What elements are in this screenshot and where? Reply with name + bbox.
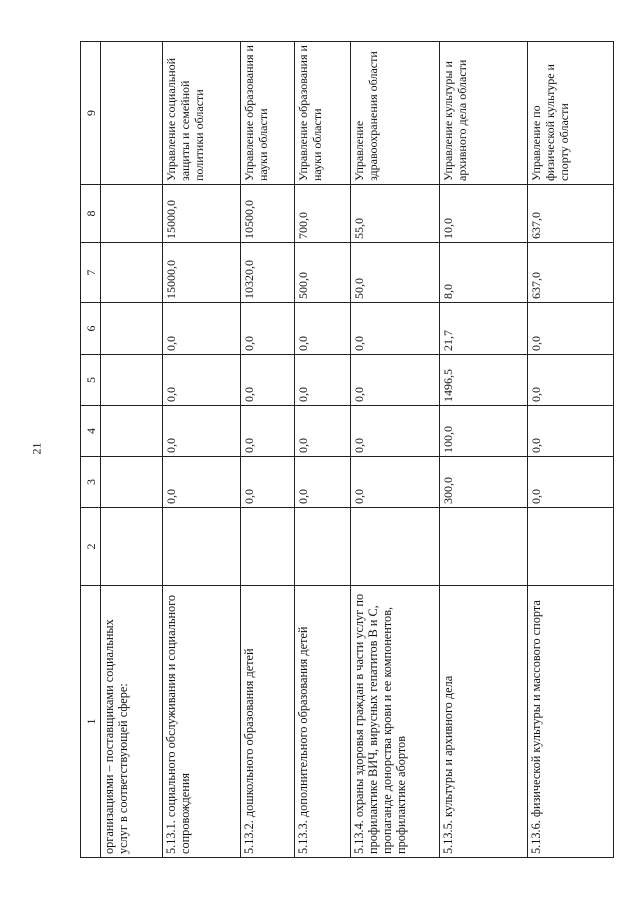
cell-col7: 10320,0 xyxy=(241,243,295,303)
cell-col3 xyxy=(101,457,163,508)
cell-responsible: Управление здравоохранения области xyxy=(351,42,440,185)
cell-col5: 0,0 xyxy=(295,355,351,406)
table-row xyxy=(528,42,614,858)
cell-col2 xyxy=(295,508,351,586)
cell-col2 xyxy=(351,508,440,586)
cell-col8 xyxy=(101,185,163,243)
table-container xyxy=(80,42,612,858)
cell-col7: 8,0 xyxy=(440,243,528,303)
table-row xyxy=(295,42,351,858)
cell-responsible xyxy=(101,42,163,185)
cell-col3: 0,0 xyxy=(241,457,295,508)
header-cell: 1 xyxy=(81,586,101,858)
row-name: 5.13.4. охраны здоровья граждан в части услуг по профилактике ВИЧ, вирусных гепатитов В и С, пропаганде донорства крови и ее компонентов, профилактике абортов xyxy=(351,586,440,858)
cell-responsible: Управление образования и науки области xyxy=(241,42,295,185)
cell-col6: 0,0 xyxy=(528,303,614,355)
cell-col7: 15000,0 xyxy=(163,243,241,303)
table-row xyxy=(241,42,295,858)
cell-col6: 0,0 xyxy=(295,303,351,355)
header-cell: 8 xyxy=(81,185,101,243)
cell-col2 xyxy=(101,508,163,586)
cell-col2 xyxy=(163,508,241,586)
cell-responsible: Управление образования и науки области xyxy=(295,42,351,185)
header-cell: 6 xyxy=(81,303,101,355)
row-name: 5.13.1. социального обслуживания и социального сопровождения xyxy=(163,586,241,858)
header-cell: 9 xyxy=(81,42,101,185)
table-row xyxy=(101,42,163,858)
cell-col5: 1496,5 xyxy=(440,355,528,406)
cell-col5: 0,0 xyxy=(241,355,295,406)
cell-col8: 15000,0 xyxy=(163,185,241,243)
cell-col8: 637,0 xyxy=(528,185,614,243)
cell-col7: 637,0 xyxy=(528,243,614,303)
cell-col3: 0,0 xyxy=(163,457,241,508)
cell-col4: 100,0 xyxy=(440,406,528,457)
row-name: 5.13.6. физической культуры и массового спорта xyxy=(528,586,614,858)
cell-col6: 21,7 xyxy=(440,303,528,355)
cell-responsible: Управление культуры и архивного дела области xyxy=(440,42,528,185)
table-row xyxy=(351,42,440,858)
table-row xyxy=(440,42,528,858)
cell-col8: 10,0 xyxy=(440,185,528,243)
cell-col8: 10500,0 xyxy=(241,185,295,243)
cell-col5 xyxy=(101,355,163,406)
cell-col7: 500,0 xyxy=(295,243,351,303)
header-cell: 3 xyxy=(81,457,101,508)
page-number: 21 xyxy=(29,442,44,455)
row-name: 5.13.3. дополнительного образования детей xyxy=(295,586,351,858)
cell-col6: 0,0 xyxy=(241,303,295,355)
cell-col4 xyxy=(101,406,163,457)
cell-col3: 0,0 xyxy=(295,457,351,508)
cell-col7: 50,0 xyxy=(351,243,440,303)
cell-col6: 0,0 xyxy=(163,303,241,355)
cell-col7 xyxy=(101,243,163,303)
cell-col5: 0,0 xyxy=(528,355,614,406)
cell-col6: 0,0 xyxy=(351,303,440,355)
cell-col3: 0,0 xyxy=(351,457,440,508)
row-name: организациями – поставщиками социальных услуг в соответствующей сфере: xyxy=(101,586,163,858)
cell-col4: 0,0 xyxy=(241,406,295,457)
cell-col2 xyxy=(241,508,295,586)
cell-col4: 0,0 xyxy=(163,406,241,457)
header-cell: 4 xyxy=(81,406,101,457)
cell-col4: 0,0 xyxy=(528,406,614,457)
cell-col2 xyxy=(528,508,614,586)
table-row xyxy=(163,42,241,858)
cell-col4: 0,0 xyxy=(351,406,440,457)
cell-responsible: Управление по физической культуре и спорту области xyxy=(528,42,614,185)
budget-table xyxy=(80,41,614,858)
cell-col4: 0,0 xyxy=(295,406,351,457)
cell-col8: 700,0 xyxy=(295,185,351,243)
header-cell: 2 xyxy=(81,508,101,586)
header-cell: 5 xyxy=(81,355,101,406)
cell-col5: 0,0 xyxy=(163,355,241,406)
row-name: 5.13.5. культуры и архивного дела xyxy=(440,586,528,858)
rotated-table-frame xyxy=(80,42,612,858)
header-row xyxy=(81,42,101,858)
cell-col3: 300,0 xyxy=(440,457,528,508)
cell-col6 xyxy=(101,303,163,355)
cell-col3: 0,0 xyxy=(528,457,614,508)
cell-col5: 0,0 xyxy=(351,355,440,406)
row-name: 5.13.2. дошкольного образования детей xyxy=(241,586,295,858)
header-cell: 7 xyxy=(81,243,101,303)
cell-responsible: Управление социальной защиты и семейной политики области xyxy=(163,42,241,185)
cell-col2 xyxy=(440,508,528,586)
cell-col8: 55,0 xyxy=(351,185,440,243)
